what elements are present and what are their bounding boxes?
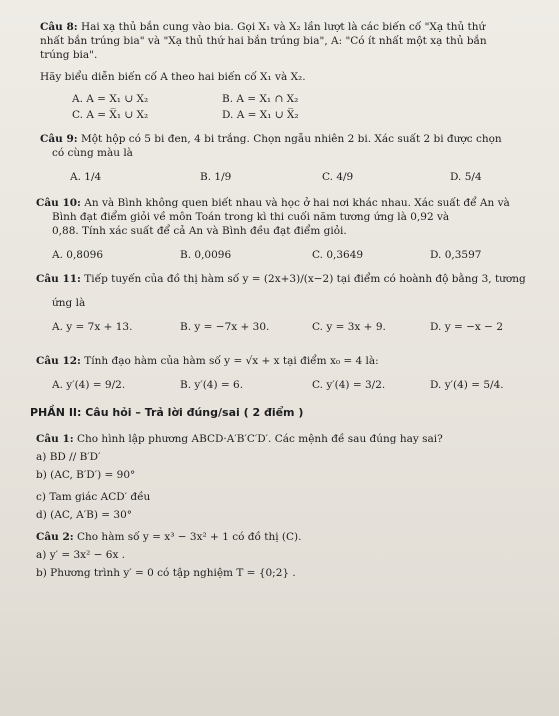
q9-line2: có cùng màu là [52,147,133,159]
q9-option-a: A. 1/4 [70,171,102,183]
part2-q1-item-d: d) (AC, A′B) = 30° [36,509,133,521]
q12-line1: Câu 12: Tính đạo hàm của hàm số y = √x + x tại điểm x₀ = 4 là: [36,355,379,367]
q12-option-d: D. y′(4) = 5/4. [430,379,504,391]
q11-option-a: A. y = 7x + 13. [52,321,133,333]
q8-option-c: C. A = X̅₁ ∪ X₂ [72,109,149,121]
part2-q2-line: Câu 2: Cho hàm số y = x³ − 3x² + 1 có đồ thị (C). [36,531,302,543]
part2-title: PHẦN II: Câu hỏi – Trả lời đúng/sai ( 2 điểm ) [30,406,304,419]
q8-option-d: D. A = X₁ ∪ X̅₂ [222,109,299,121]
q10-line3: 0,88. Tính xác suất để cả An và Bình đều đạt điểm giỏi. [52,225,347,237]
q10-line2: Bình đạt điểm giỏi về môn Toán trong kì thi cuối năm tương ứng là 0,92 và [52,211,450,223]
q10-option-d: D. 0,3597 [430,249,482,261]
part2-q1-item-a: a) BD // B′D′ [36,451,101,463]
q8-line4: Hãy biểu diễn biến cố A theo hai biến cố X₁ và X₂. [40,71,306,83]
q9-line1: Câu 9: Một hộp có 5 bi đen, 4 bi trắng. Chọn ngẫu nhiên 2 bi. Xác suất 2 bi được chọn [40,133,502,145]
part2-q2-item-b: b) Phương trình y′ = 0 có tập nghiệm T = {0;2} . [36,567,296,579]
q10-option-b: B. 0,0096 [180,249,232,261]
q8-line3: trúng bia". [40,49,98,61]
q8-option-a: A. A = X₁ ∪ X₂ [72,93,149,105]
q12-option-a: A. y′(4) = 9/2. [52,379,126,391]
q8-option-b: B. A = X₁ ∩ X₂ [222,93,299,105]
q11-option-c: C. y = 3x + 9. [312,321,386,333]
q9-option-d: D. 5/4 [450,171,482,183]
q10-option-a: A. 0,8096 [52,249,103,261]
part2-q1-line: Câu 1: Cho hình lập phương ABCD·A′B′C′D′. Các mệnh đề sau đúng hay sai? [36,433,443,445]
q9-option-b: B. 1/9 [200,171,232,183]
q11-option-b: B. y = −7x + 30. [180,321,270,333]
part2-q1-item-c: c) Tam giác ACD′ đều [36,491,151,503]
paper-shadow [0,600,559,716]
q8-line1: Câu 8: Hai xạ thủ bắn cung vào bia. Gọi X₁ và X₂ lần lượt là các biến cố "Xạ thủ thứ [40,21,486,33]
part2-q2-item-a: a) y′ = 3x² − 6x . [36,549,126,561]
q11-line1: Câu 11: Tiếp tuyến của đồ thị hàm số y = (2x+3)/(x−2) tại điểm có hoành độ bằng 3, tương [36,273,526,285]
q10-line1: Câu 10: An và Bình không quen biết nhau và học ở hai nơi khác nhau. Xác suất để An và [36,197,510,209]
q11-option-d: D. y = −x − 2 [430,321,503,333]
q9-option-c: C. 4/9 [322,171,354,183]
q12-option-b: B. y′(4) = 6. [180,379,244,391]
q12-option-c: C. y′(4) = 3/2. [312,379,386,391]
q8-line2: nhất bắn trúng bia" và "Xạ thủ thứ hai bắn trúng bia", A: "Có ít nhất một xạ thủ bắn [40,35,487,47]
q10-option-c: C. 0,3649 [312,249,364,261]
q11-line2: ứng là [52,297,86,309]
part2-q1-item-b: b) (AC, B′D′) = 90° [36,469,136,481]
